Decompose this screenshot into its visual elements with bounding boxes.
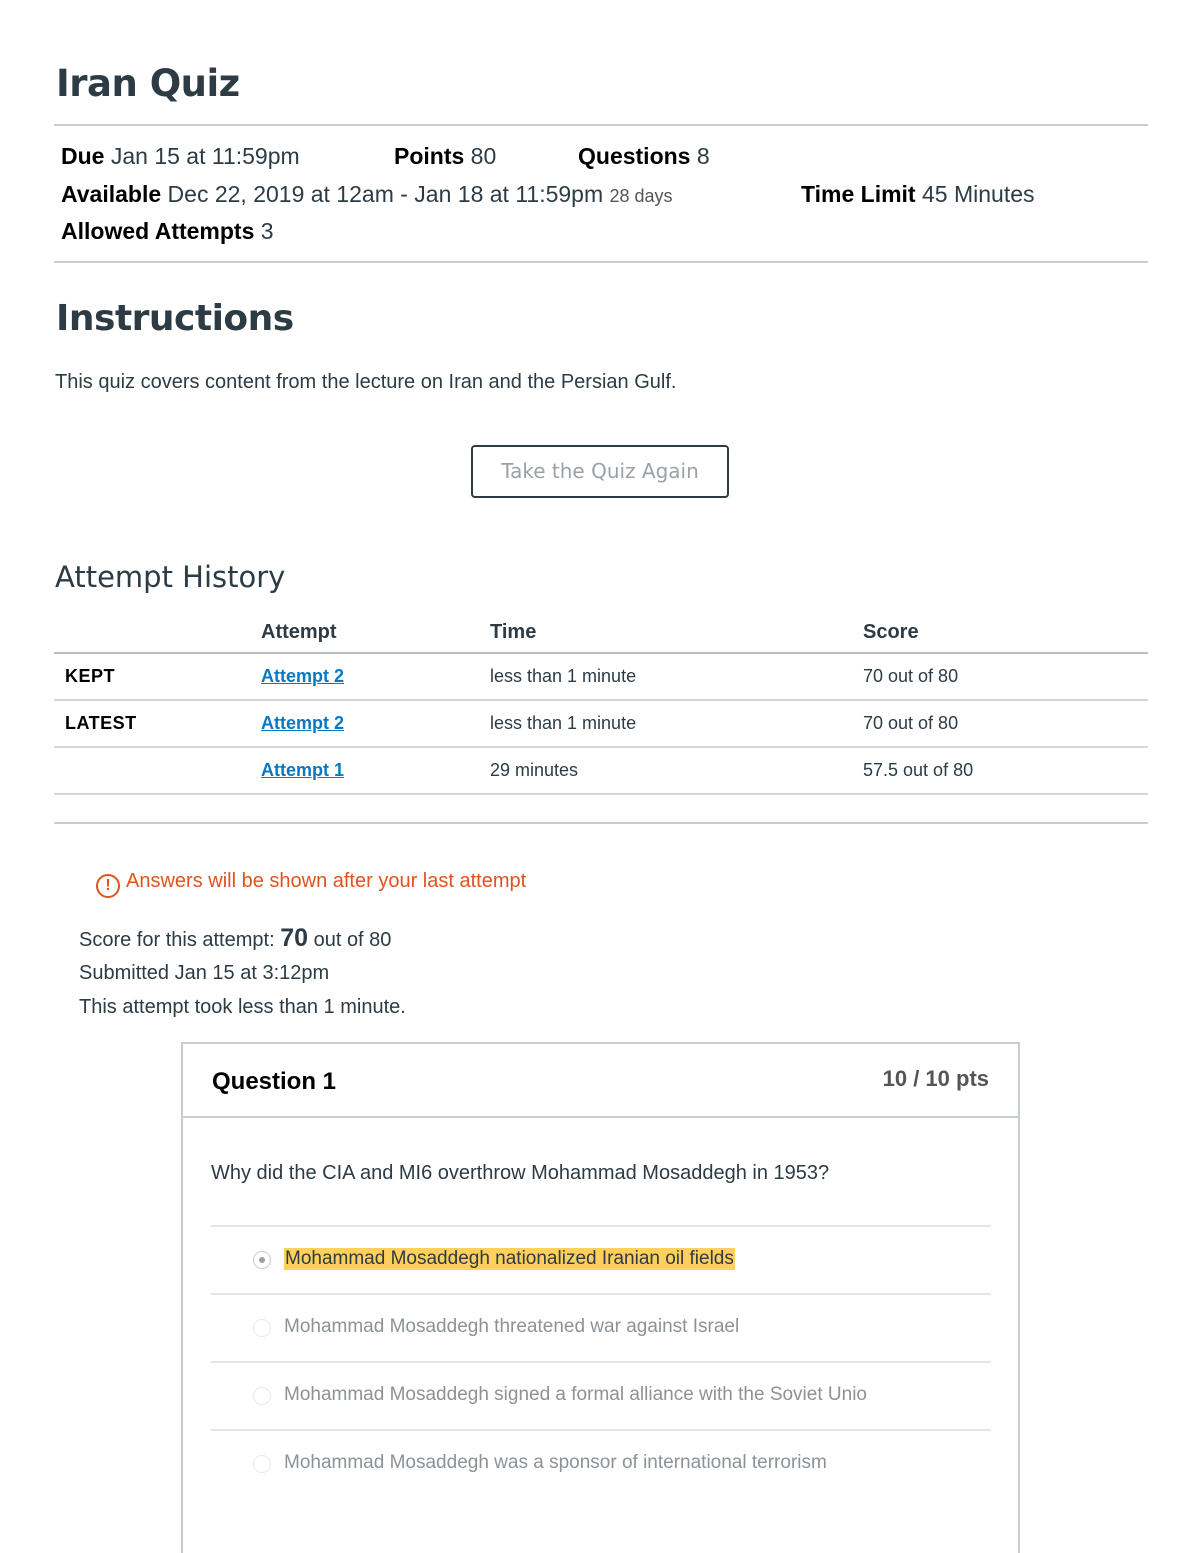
attempt-score: 70 out of 80 bbox=[863, 700, 1148, 747]
divider bbox=[54, 124, 1148, 126]
table-row bbox=[54, 653, 1148, 700]
attempt-score: 70 out of 80 bbox=[863, 653, 1148, 700]
answer-text: Mohammad Mosaddegh nationalized Iranian oil fields bbox=[285, 1248, 734, 1269]
warning-icon: ! bbox=[96, 874, 120, 898]
table-row bbox=[54, 747, 1148, 794]
answer-option[interactable] bbox=[211, 1225, 991, 1295]
points-value: 80 bbox=[470, 143, 497, 169]
radio-icon bbox=[253, 1387, 271, 1405]
answer-text: Mohammad Mosaddegh signed a formal alliance with the Soviet Unio bbox=[284, 1384, 867, 1405]
available-label: Available bbox=[61, 181, 162, 207]
attempt-history-heading: Attempt History bbox=[55, 560, 286, 594]
available-duration: 28 days bbox=[609, 186, 673, 206]
attempt-status bbox=[54, 747, 261, 794]
attempt-status: LATEST bbox=[54, 700, 261, 747]
question-header bbox=[183, 1044, 1018, 1118]
radio-selected-icon bbox=[253, 1251, 271, 1269]
question-title: Question 1 bbox=[212, 1068, 337, 1095]
quiz-title: Iran Quiz bbox=[56, 62, 240, 105]
available-info bbox=[61, 181, 673, 208]
instructions-text: This quiz covers content from the lecture on Iran and the Persian Gulf. bbox=[55, 371, 677, 393]
column-header: Score bbox=[863, 612, 1148, 653]
attempt-history-table bbox=[54, 612, 1148, 795]
answer-text: Mohammad Mosaddegh was a sponsor of international terrorism bbox=[284, 1452, 827, 1473]
submitted-time: Submitted Jan 15 at 3:12pm bbox=[79, 962, 330, 984]
column-header: Time bbox=[490, 612, 863, 653]
time-limit-value: 45 Minutes bbox=[922, 181, 1035, 207]
due-value: Jan 15 at 11:59pm bbox=[110, 143, 300, 169]
answer-option[interactable] bbox=[211, 1293, 991, 1363]
answer-option[interactable] bbox=[211, 1361, 991, 1431]
points-label: Points bbox=[394, 143, 465, 169]
table-header-row bbox=[54, 612, 1148, 653]
attempt-duration: This attempt took less than 1 minute. bbox=[79, 996, 406, 1018]
attempt-link[interactable]: Attempt 1 bbox=[261, 760, 345, 780]
question-card bbox=[181, 1042, 1020, 1553]
attempts-info bbox=[61, 218, 274, 245]
answer-option[interactable] bbox=[211, 1429, 991, 1499]
score-value: 70 bbox=[280, 924, 309, 952]
attempt-time: 29 minutes bbox=[490, 747, 863, 794]
question-text: Why did the CIA and MI6 overthrow Mohammad Mosaddegh in 1953? bbox=[211, 1162, 830, 1184]
divider bbox=[54, 261, 1148, 263]
warning-text: Answers will be shown after your last attempt bbox=[126, 870, 527, 892]
score-prefix: Score for this attempt: bbox=[79, 929, 275, 951]
instructions-heading: Instructions bbox=[56, 298, 294, 339]
attempts-label: Allowed Attempts bbox=[61, 218, 255, 244]
score-suffix: out of 80 bbox=[313, 929, 392, 951]
attempt-score-line bbox=[79, 924, 391, 953]
questions-value: 8 bbox=[696, 143, 710, 169]
due-label: Due bbox=[61, 143, 105, 169]
table-row bbox=[54, 700, 1148, 747]
due-info bbox=[61, 143, 300, 170]
question-points: 10 / 10 pts bbox=[882, 1066, 989, 1091]
attempt-score: 57.5 out of 80 bbox=[863, 747, 1148, 794]
questions-info bbox=[578, 143, 710, 170]
attempt-time: less than 1 minute bbox=[490, 653, 863, 700]
available-value: Dec 22, 2019 at 12am - Jan 18 at 11:59pm bbox=[167, 181, 604, 207]
answer-text: Mohammad Mosaddegh threatened war against Israel bbox=[284, 1316, 740, 1337]
attempt-link[interactable]: Attempt 2 bbox=[261, 666, 345, 686]
divider bbox=[54, 822, 1148, 824]
time-limit-label: Time Limit bbox=[801, 181, 916, 207]
questions-label: Questions bbox=[578, 143, 691, 169]
attempt-status: KEPT bbox=[54, 653, 261, 700]
column-header: Attempt bbox=[261, 612, 490, 653]
radio-icon bbox=[253, 1319, 271, 1337]
points-info bbox=[394, 143, 496, 170]
time-limit-info bbox=[801, 181, 1035, 208]
attempt-link[interactable]: Attempt 2 bbox=[261, 713, 345, 733]
column-header bbox=[54, 612, 261, 653]
radio-icon bbox=[253, 1455, 271, 1473]
answers-warning bbox=[96, 870, 526, 898]
attempt-time: less than 1 minute bbox=[490, 700, 863, 747]
take-quiz-again-button[interactable]: Take the Quiz Again bbox=[471, 445, 729, 498]
attempts-value: 3 bbox=[260, 218, 274, 244]
